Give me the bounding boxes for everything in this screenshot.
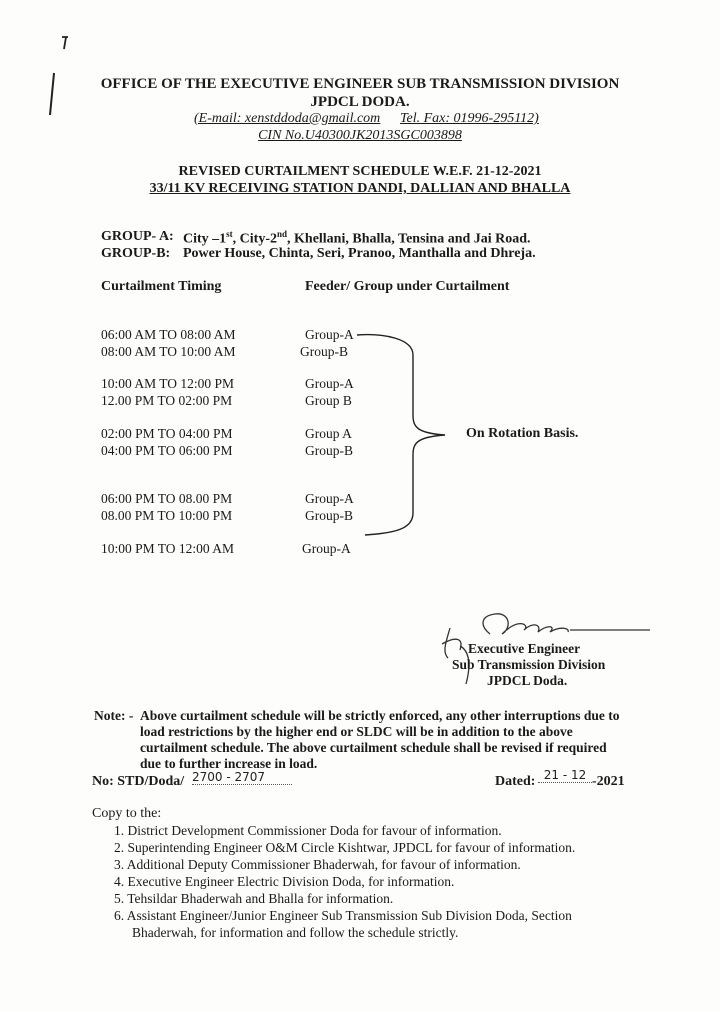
office-tel: Tel. Fax: 01996-295112) bbox=[400, 111, 539, 126]
col-header-feeder: Feeder/ Group under Curtailment bbox=[305, 279, 510, 294]
row-group: Group-A bbox=[305, 376, 354, 391]
row-time: 04:00 PM TO 06:00 PM bbox=[101, 443, 233, 458]
copy-item: 3. Additional Deputy Commissioner Bhaderwah, for favour of information. bbox=[114, 857, 521, 872]
schedule-subtitle: 33/11 KV RECEIVING STATION DANDI, DALLIAN AND BHALLA bbox=[149, 181, 571, 196]
signatory-org: JPDCL Doda. bbox=[487, 673, 568, 688]
row-time: 10:00 AM TO 12:00 PM bbox=[101, 376, 235, 391]
copy-item: Bhaderwah, for information and follow the schedule strictly. bbox=[132, 925, 459, 940]
row-time: 10:00 PM TO 12:00 AM bbox=[101, 541, 235, 556]
group-b-value: Power House, Chinta, Seri, Pranoo, Manthalla and Dhreja. bbox=[183, 246, 536, 261]
group-b-label: GROUP-B: bbox=[101, 246, 171, 261]
office-title: OFFICE OF THE EXECUTIVE ENGINEER SUB TRANSMISSION DIVISION bbox=[100, 76, 620, 92]
signatory-title: Executive Engineer bbox=[468, 641, 581, 656]
office-cin: CIN No.U40300JK2013SGC003898 bbox=[258, 128, 462, 143]
signatory-division: Sub Transmission Division bbox=[452, 657, 606, 672]
col-header-timing: Curtailment Timing bbox=[101, 279, 222, 294]
copy-item: 6. Assistant Engineer/Junior Engineer Sub Transmission Sub Division Doda, Section bbox=[114, 908, 572, 923]
copy-item: 2. Superintending Engineer O&M Circle Kishtwar, JPDCL for favour of information. bbox=[114, 840, 576, 855]
ref-no-value: 2700 - 2707 bbox=[192, 770, 292, 785]
row-group: Group-B bbox=[300, 344, 348, 359]
copy-heading: Copy to the: bbox=[92, 806, 162, 821]
dated-value: 21 - 12 bbox=[538, 768, 592, 783]
row-time: 12.00 PM TO 02:00 PM bbox=[101, 393, 233, 408]
dated-label: Dated: bbox=[495, 774, 536, 789]
row-group: Group B bbox=[305, 393, 352, 408]
copy-item: 4. Executive Engineer Electric Division Doda, for information. bbox=[114, 874, 455, 889]
row-group: Group-A bbox=[302, 541, 351, 556]
row-time: 02:00 PM TO 04:00 PM bbox=[101, 426, 233, 441]
dated-suffix: -2021 bbox=[592, 774, 625, 789]
note-line: due to further increase in load. bbox=[140, 756, 318, 771]
office-org: JPDCL DODA. bbox=[310, 94, 410, 110]
row-time: 08:00 AM TO 10:00 AM bbox=[101, 344, 236, 359]
row-group: Group-B bbox=[305, 508, 353, 523]
note-line: curtailment schedule. The above curtailment schedule shall be revised if required bbox=[140, 740, 607, 755]
schedule-title: REVISED CURTAILMENT SCHEDULE W.E.F. 21-12-2021 bbox=[178, 164, 542, 179]
row-group: Group-A bbox=[305, 491, 354, 506]
row-group: Group-A bbox=[305, 327, 354, 342]
rotation-note: On Rotation Basis. bbox=[466, 426, 579, 441]
row-group: Group-B bbox=[305, 443, 353, 458]
office-email: (E-mail: xenstddoda@gmail.com bbox=[194, 111, 381, 126]
copy-item: 1. District Development Commissioner Doda for favour of information. bbox=[114, 823, 502, 838]
row-time: 08.00 PM TO 10:00 PM bbox=[101, 508, 233, 523]
ref-no-label: No: STD/Doda/ bbox=[92, 774, 185, 789]
copy-item: 5. Tehsildar Bhaderwah and Bhalla for information. bbox=[114, 891, 394, 906]
note-line: Above curtailment schedule will be strictly enforced, any other interruptions due to bbox=[140, 708, 620, 723]
row-time: 06:00 AM TO 08:00 AM bbox=[101, 327, 236, 342]
row-time: 06:00 PM TO 08.00 PM bbox=[101, 491, 233, 506]
group-a-value: City –1st, City-2nd, Khellani, Bhalla, Tensina and Jai Road. bbox=[183, 229, 531, 247]
row-group: Group A bbox=[305, 426, 352, 441]
note-line: load restrictions by the higher end or SLDC will be in addition to the above bbox=[140, 724, 573, 739]
group-a-label: GROUP- A: bbox=[101, 229, 174, 244]
note-label: Note: - bbox=[94, 708, 134, 723]
rotation-brace bbox=[355, 325, 465, 545]
